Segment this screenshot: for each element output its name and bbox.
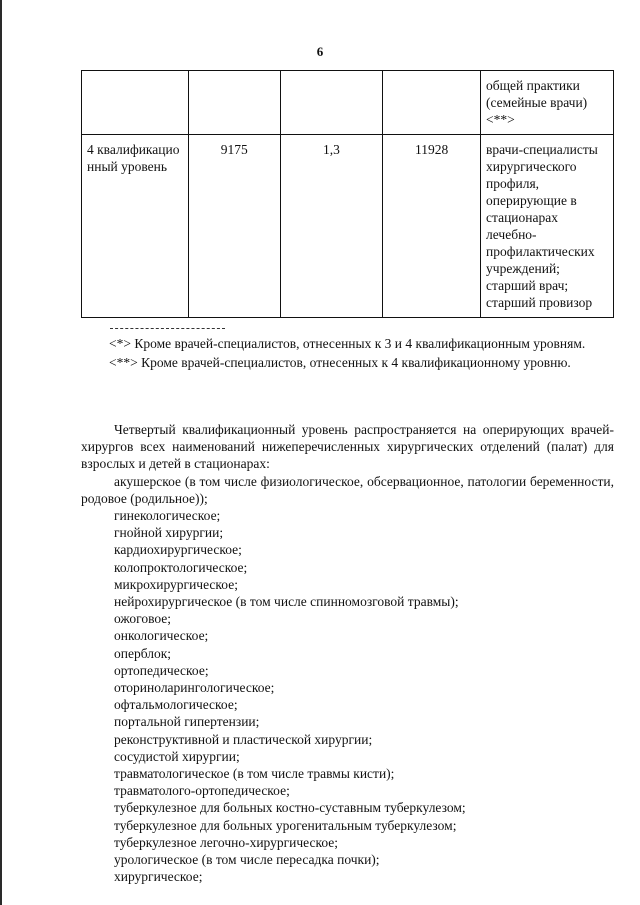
page-number: 6 xyxy=(316,44,324,59)
footnote: <*> Кроме врачей-специалистов, отнесенных к 3 и 4 квалификационным уровням. xyxy=(109,336,586,351)
list-item: нейрохирургическое (в том числе спинномозговой травмы); xyxy=(114,594,459,610)
table-row xyxy=(82,71,614,135)
list-item: гнойной хирургии; xyxy=(114,525,224,541)
cell-level: 4 квалификацио нный уровень xyxy=(82,135,189,318)
list-item: туберкулезное для больных костно-суставным туберкулезом; xyxy=(114,800,466,816)
list-item: оперблок; xyxy=(114,645,172,661)
list-item: реконструктивной и пластической хирургии; xyxy=(114,731,373,747)
list-item: ожоговое; xyxy=(114,611,172,627)
list-item: микрохирургическое; xyxy=(114,576,238,592)
cell-coefficient xyxy=(280,71,383,135)
cell-salary xyxy=(188,71,280,135)
list-item: ортопедическое; xyxy=(114,662,209,678)
list-item: офтальмологическое; xyxy=(114,697,238,713)
list-item: колопроктологическое; xyxy=(114,559,248,575)
cell-total xyxy=(383,71,481,135)
list-item: хирургическое; xyxy=(114,869,203,885)
cell-level xyxy=(82,71,189,135)
cell-total: 11928 xyxy=(383,135,481,318)
footnote-separator xyxy=(110,328,225,329)
list-item: портальной гипертензии; xyxy=(114,714,260,730)
list-item: туберкулезное для больных урогенитальным туберкулезом; xyxy=(114,817,457,833)
intro-paragraph: Четвертый квалификационный уровень распространяется на оперирующих врачей-хирургов всех наименований нижеперечисленных хирургических отделений (палат) для взрослых и детей в стационарах: xyxy=(81,422,614,472)
list-item: сосудистой хирургии; xyxy=(114,748,240,764)
cell-positions: врачи-специалисты хирургического профиля, оперирующие в стационарах лечебно-профилактических учреждений; старший врач; старший провизор xyxy=(481,135,614,318)
cell-coefficient: 1,3 xyxy=(280,135,383,318)
cell-salary: 9175 xyxy=(188,135,280,318)
table-row xyxy=(82,135,614,318)
list-item: туберкулезное легочно-хирургическое; xyxy=(114,834,339,850)
cell-positions: общей практики (семейные врачи) <**> xyxy=(481,71,614,135)
qualification-table xyxy=(81,70,614,318)
list-item: травматологическое (в том числе травмы кисти); xyxy=(114,766,395,782)
footnotes xyxy=(81,335,614,371)
scan-left-edge xyxy=(0,0,2,905)
list-item: урологическое (в том числе пересадка почки); xyxy=(114,852,380,868)
main-text xyxy=(81,421,614,885)
list-item: оториноларингологическое; xyxy=(114,680,275,696)
list-item-first: акушерское (в том числе физиологическое, обсервационное, патологии беременности, родовое (родильное)); xyxy=(81,473,614,506)
list-item: гинекологическое; xyxy=(114,508,221,524)
list-item: травматолого-ортопедическое; xyxy=(114,783,290,799)
list-item: онкологическое; xyxy=(114,628,209,644)
department-list xyxy=(81,507,614,885)
list-item: кардиохирургическое; xyxy=(114,542,242,558)
footnote: <**> Кроме врачей-специалистов, отнесенных к 4 квалификационному уровню. xyxy=(109,354,571,370)
